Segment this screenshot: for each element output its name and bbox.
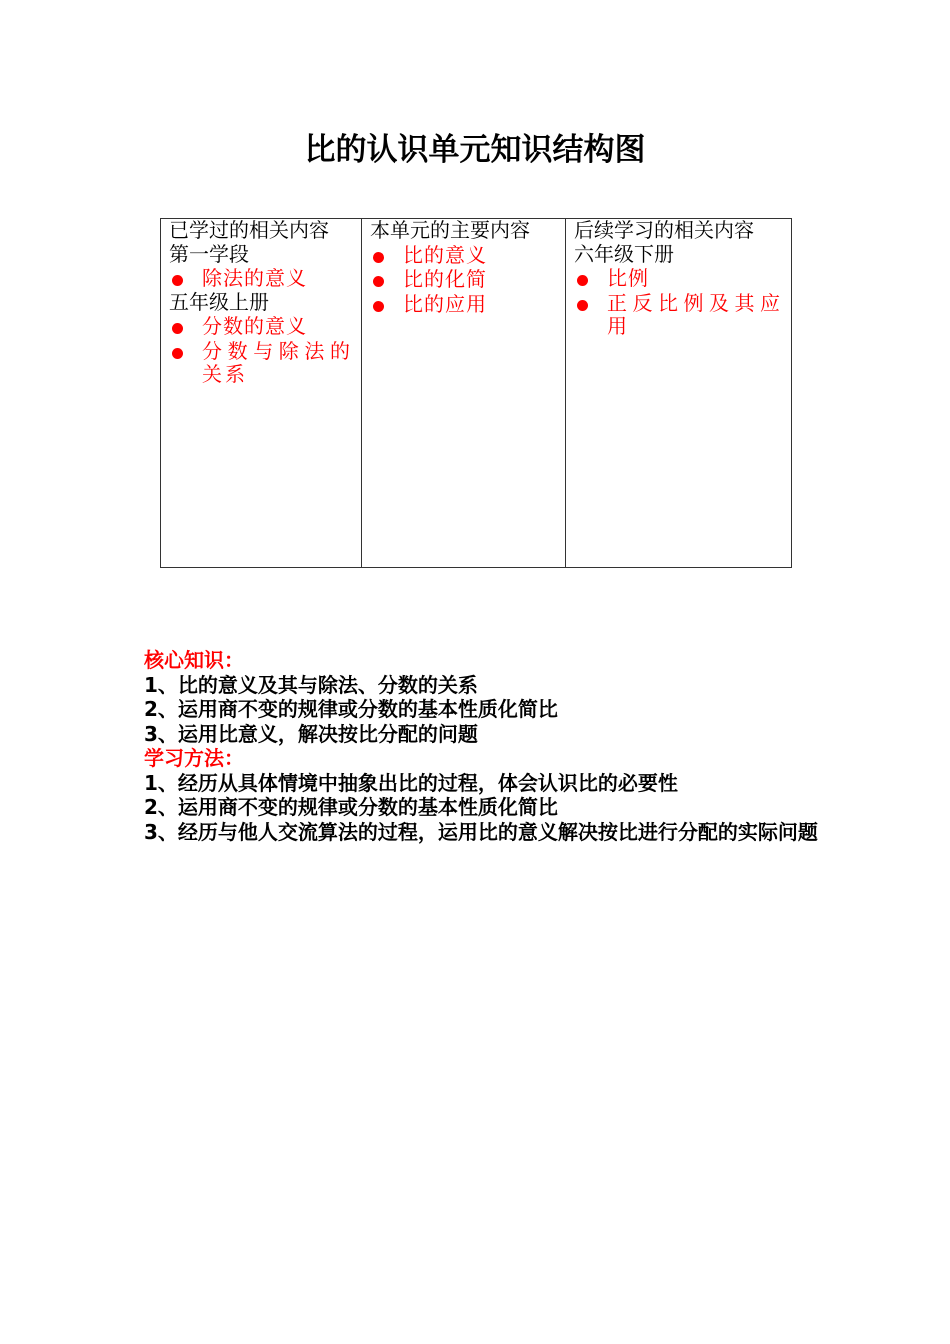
learning-method-item: 3、经历与他人交流算法的过程，运用比的意义解决按比进行分配的实际问题 — [144, 819, 818, 844]
list-item: 比的意义 — [370, 244, 557, 268]
column-prior-content — [161, 219, 362, 568]
core-knowledge-item: 3、运用比意义，解决按比分配的问题 — [144, 721, 478, 746]
group-label: 五年级上册 — [169, 289, 269, 314]
table-row — [161, 219, 792, 568]
column-unit-content — [362, 219, 566, 568]
page-title: 比的认识单元知识结构图 — [304, 132, 646, 168]
learning-method-item: 2、运用商不变的规律或分数的基本性质化简比 — [144, 795, 558, 819]
learning-method-item: 1、经历从具体情境中抽象出比的过程，体会认识比的必要性 — [144, 770, 678, 795]
list-item: 比的化简 — [370, 268, 557, 292]
column-future-content — [566, 219, 792, 568]
column-header: 本单元的主要内容 — [370, 218, 530, 242]
group-label: 第一学段 — [169, 241, 249, 266]
core-knowledge-heading: 核心知识： — [144, 648, 244, 672]
list-item: 分数与除法的关系 — [169, 340, 353, 387]
list-item: 除法的意义 — [169, 267, 353, 291]
core-knowledge-item: 1、比的意义及其与除法、分数的关系 — [144, 672, 478, 697]
notes-section — [144, 648, 824, 844]
column-header: 后续学习的相关内容 — [574, 218, 754, 242]
bullet-list — [574, 267, 783, 339]
list-item: 比的应用 — [370, 293, 557, 317]
list-item: 分数的意义 — [169, 315, 353, 339]
bullet-list — [370, 244, 557, 317]
knowledge-structure-table — [160, 218, 792, 568]
learning-method-heading: 学习方法： — [144, 746, 244, 770]
bullet-list — [169, 267, 353, 291]
list-item: 正反比例及其应用 — [574, 292, 783, 339]
group-label: 六年级下册 — [574, 241, 674, 266]
core-knowledge-item: 2、运用商不变的规律或分数的基本性质化简比 — [144, 697, 558, 721]
column-header: 已学过的相关内容 — [169, 218, 329, 242]
list-item: 比例 — [574, 267, 783, 291]
bullet-list — [169, 315, 353, 387]
